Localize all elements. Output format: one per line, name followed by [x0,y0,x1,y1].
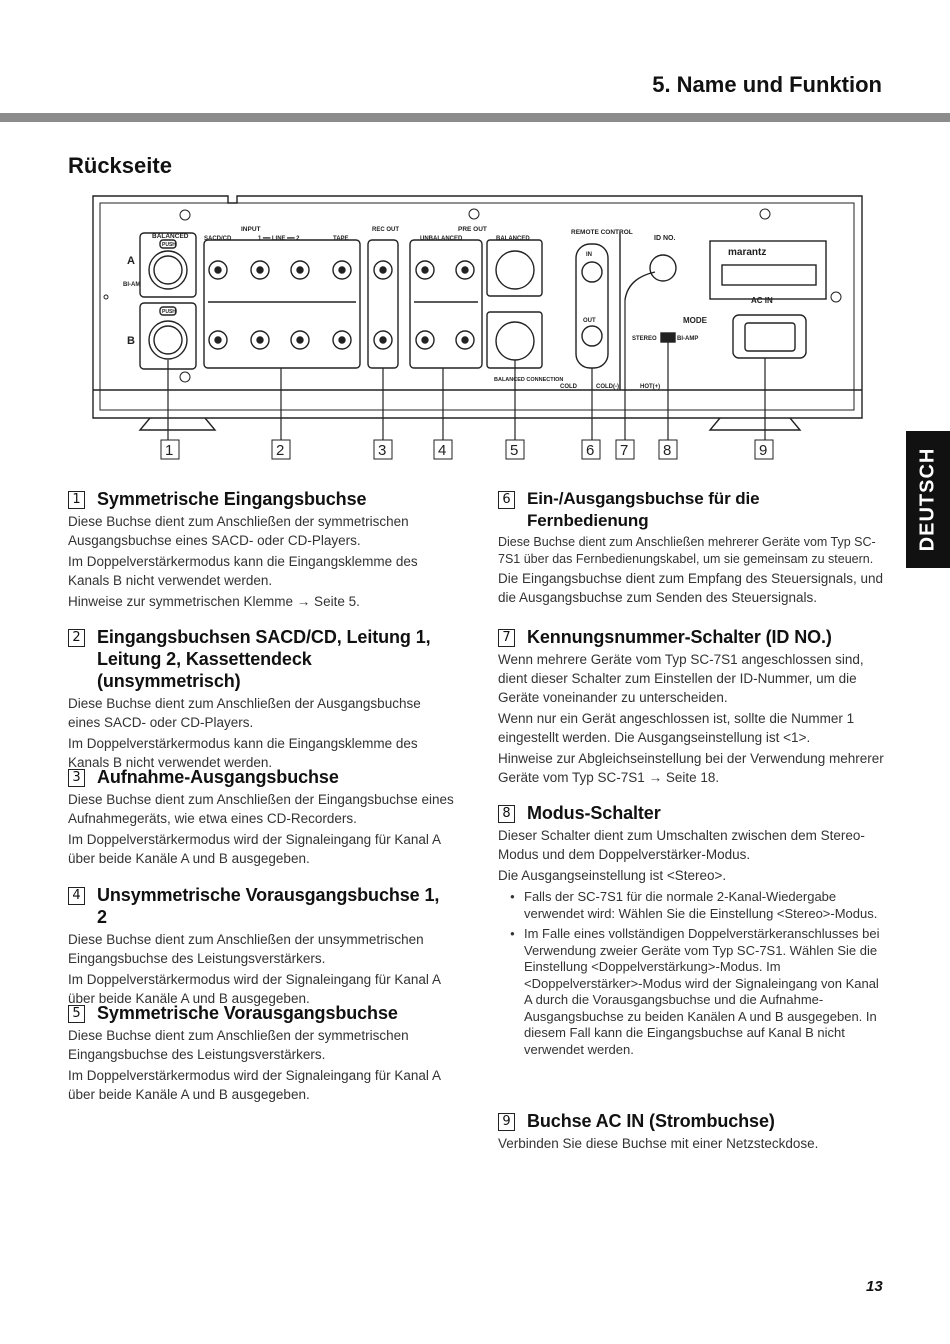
item-text: Diese Buchse dient zum Anschließen der unsymmetrischen Eingangsbuchse des Leistungsverstärkers. [68,932,424,966]
item-text: Hinweise zur symmetrischen Klemme → Seite 5. [68,594,360,609]
item-number: 8 [498,805,515,823]
diagram-label-cold: COLD [560,384,577,390]
item-text: Dieser Schalter dient zum Umschalten zwischen dem Stereo-Modus und dem Doppelverstärker-Modus. [498,828,865,862]
item-3 [68,766,454,868]
item-2 [68,626,454,772]
svg-text:5: 5 [510,442,519,459]
item-text: Hinweise zur Abgleichseinstellung bei der Verwendung mehrerer Geräte vom Typ SC-7S1 → Seite 18. [498,751,884,785]
language-tab-label: DEUTSCH [916,447,939,552]
diagram-label-push-b: PUSH [162,309,176,315]
callout-1 [161,440,179,459]
callout-4 [434,440,452,459]
item-text: Im Doppelverstärkermodus wird der Signaleingang für Kanal A über beide Kanäle A und B ausgegeben. [68,972,441,1006]
diagram-label-ch-a: A [127,255,135,267]
item-text: Diese Buchse dient zum Anschließen der Ausgangsbuchse eines SACD- oder CD-Players. [68,696,421,730]
diagram-label-balanced: BALANCED [152,233,189,240]
item-5 [68,1002,454,1104]
item-text: Diese Buchse dient zum Anschließen mehrerer Geräte vom Typ SC-7S1 über das Fernbedienungskabel, um sie gemeinsam zu steuern. [498,535,876,566]
svg-text:3: 3 [378,442,387,459]
item-8 [498,802,884,1058]
item-text: Diese Buchse dient zum Anschließen der symmetrischen Eingangsbuchse des Leistungsverstärkers. [68,1028,409,1062]
diagram-label-balanced-connection: BALANCED CONNECTION [494,377,564,383]
callout-5 [506,440,524,459]
svg-text:8: 8 [663,442,672,459]
item-text: Im Doppelverstärkermodus kann die Eingangsklemme des Kanals B nicht verwendet werden. [68,736,418,770]
diagram-label-ch-b: B [127,335,135,347]
item-title: Buchse AC IN (Strombuchse) [527,1111,775,1131]
item-title: Ein-/Ausgangsbuchse für die Fernbedienung [527,489,760,530]
diagram-label-balanced-out: BALANCED [496,236,530,242]
section-title: Rückseite [68,153,172,178]
item-number: 2 [68,629,85,647]
diagram-label-pre-out: PRE OUT [458,226,487,233]
chapter-title: 5. Name und Funktion [652,72,882,97]
callout-2 [272,440,290,459]
item-title: Symmetrische Eingangsbuchse [97,489,367,509]
callout-9 [755,440,773,459]
bullet-item: ● Falls der SC-7S1 für die normale 2-Kanal-Wiedergabe verwendet wird: Wählen Sie die Einstellung <Stereo>-Modus. [510,889,884,922]
item-text: Wenn mehrere Geräte vom Typ SC-7S1 angeschlossen sind, dient dieser Schalter zum Einstellen der ID-Nummer, um die Geräte voneinander zu unterscheiden. [498,652,864,705]
item-9 [498,1110,884,1153]
brand-logo: marantz [728,247,767,258]
diagram-label-tape: TAPE [333,236,349,242]
item-number: 7 [498,629,515,647]
diagram-label-cold-minus: COLD(-) [596,384,619,390]
item-title: Kennungsnummer-Schalter (ID NO.) [527,627,832,647]
svg-text:9: 9 [759,442,768,459]
rear-panel-diagram [0,0,950,470]
item-title: Unsymmetrische Vorausgangsbuchse 1, 2 [97,885,440,927]
item-6 [498,488,884,607]
item-number: 4 [68,887,85,905]
diagram-label-hot-plus: HOT(+) [640,384,661,390]
diagram-label-id-no: ID NO. [654,235,676,242]
item-title: Aufnahme-Ausgangsbuchse [97,767,339,787]
item-number: 5 [68,1005,85,1023]
diagram-label-push-a: PUSH [162,242,176,248]
diagram-label-in: IN [586,252,592,258]
item-7 [498,626,884,787]
svg-text:1: 1 [165,442,174,459]
item-1 [68,488,454,611]
item-title: Modus-Schalter [527,803,661,823]
item-number: 6 [498,491,515,509]
bullet-item: ● Im Falle eines vollständigen Doppelverstärkeranschlusses bei Verwendung zweier Geräte vom Typ SC-7S1. Wählen Sie die Einstellung <Doppelverstärkung>-Modus. Im <Doppelverstärker>-Modus wird der Signaleingang von Kanal A durch die Vorausgangsbuchse und die Aufnahme-Ausgangsbuchse zu beiden Kanälen A und B ausgegeben. In diesem Fall kann die Eingangsbuchse auf Kanal B nicht verwendet werden. [510,926,884,1058]
diagram-label-bi-am: BI-AM [123,282,141,288]
diagram-label-stereo: STEREO [632,336,657,342]
callout-7 [616,440,634,459]
item-number: 1 [68,491,85,509]
page-number: 13 [866,1278,883,1295]
item-text: Diese Buchse dient zum Anschließen der symmetrischen Ausgangsbuchse eines SACD- oder CD-Players. [68,514,409,548]
svg-text:2: 2 [276,442,285,459]
item-text: Wenn nur ein Gerät angeschlossen ist, sollte die Nummer 1 eingestellt werden. Die Ausgangseinstellung ist <1>. [498,711,855,745]
item-4 [68,884,454,1008]
diagram-label-remote: REMOTE CONTROL [571,229,633,236]
item-text: Im Doppelverstärkermodus wird der Signaleingang für Kanal A über beide Kanäle A und B ausgegeben. [68,832,441,866]
item-title: Symmetrische Vorausgangsbuchse [97,1003,398,1023]
item-number: 9 [498,1113,515,1131]
item-title: Eingangsbuchsen SACD/CD, Leitung 1, Leitung 2, Kassettendeck (unsymmetrisch) [97,627,431,691]
diagram-label-sacd: SACD/CD [204,236,232,242]
item-text: Im Doppelverstärkermodus wird der Signaleingang für Kanal A über beide Kanäle A und B ausgegeben. [68,1068,441,1102]
diagram-label-rec-out: REC OUT [372,227,399,233]
item-text: Die Ausgangseinstellung ist <Stereo>. [498,868,727,883]
diagram-label-mode: MODE [683,316,707,325]
callout-3 [374,440,392,459]
item-text: Diese Buchse dient zum Anschließen der Eingangsbuchse eines Aufnahmegeräts, wie etwa eines CD-Recorders. [68,792,454,826]
item-text: Verbinden Sie diese Buchse mit einer Netzsteckdose. [498,1136,819,1151]
svg-text:4: 4 [438,442,447,459]
callout-6 [582,440,600,459]
item-text: Im Doppelverstärkermodus kann die Eingangsklemme des Kanals B nicht verwendet werden. [68,554,418,588]
diagram-label-bi-amp: BI-AMP [677,336,699,342]
svg-text:6: 6 [586,442,595,459]
diagram-label-out: OUT [583,318,596,324]
item-number: 3 [68,769,85,787]
diagram-label-ac-in: AC IN [751,296,773,305]
diagram-label-unbalanced: UNBALANCED [420,236,463,242]
item-text: Die Eingangsbuchse dient zum Empfang des Steuersignals, und die Ausgangsbuchse zum Senden des Steuersignals. [498,571,883,605]
diagram-label-line: 1 ━━ LINE ━━ 2 [258,236,300,242]
svg-text:7: 7 [620,442,629,459]
callout-8 [659,440,677,459]
diagram-label-input: INPUT [241,226,261,233]
